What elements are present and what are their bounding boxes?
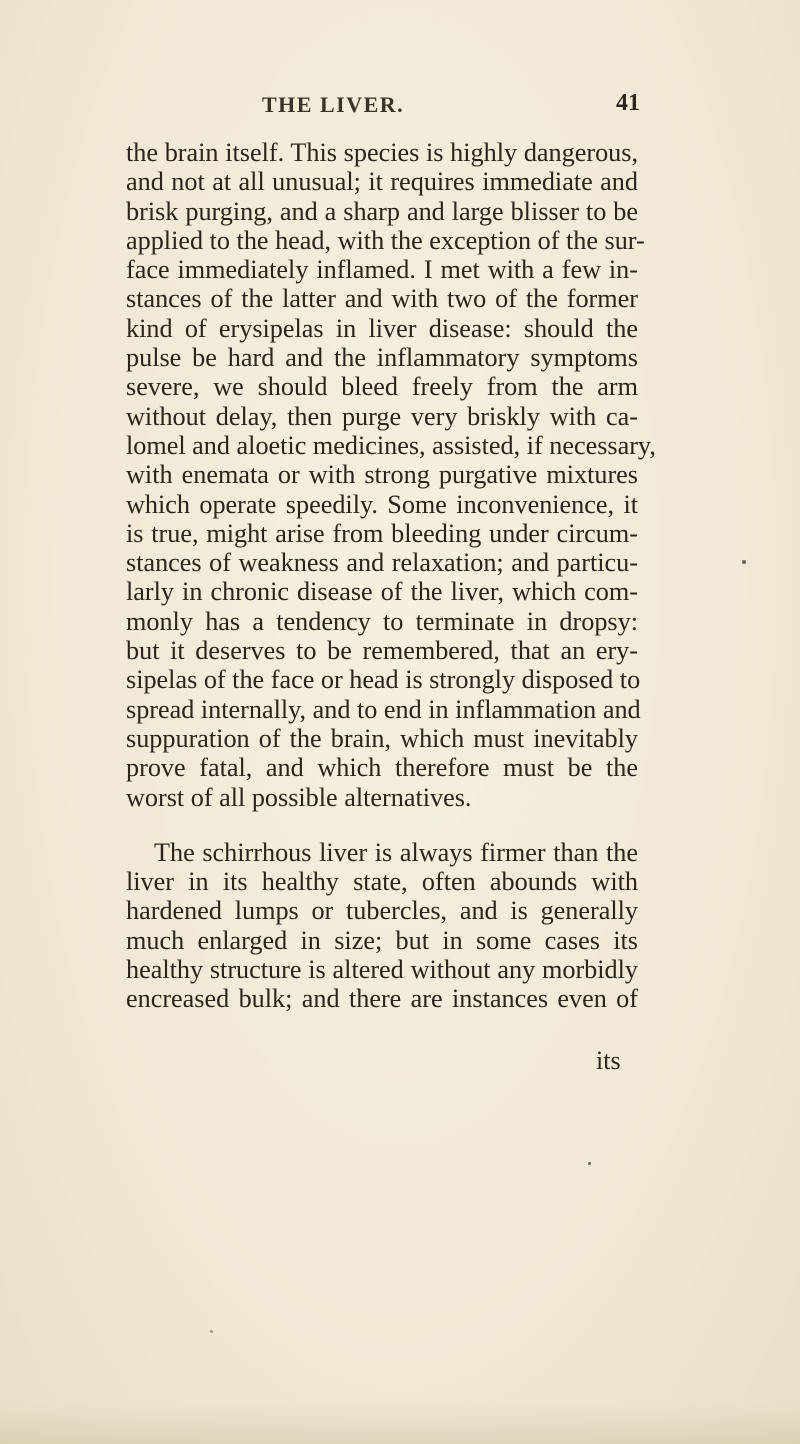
text-line: stances of weakness and relaxation; and particu- bbox=[126, 548, 638, 578]
text-line: much enlarged in size; but in some cases its bbox=[126, 925, 638, 955]
text-line: sipelas of the face or head is strongly disposed to bbox=[126, 665, 641, 695]
text-line: brisk purging, and a sharp and large blisser to be bbox=[126, 196, 638, 226]
text-line: and not at all unusual; it requires immediate and bbox=[126, 167, 638, 197]
text-line: monly has a tendency to terminate in dropsy: bbox=[126, 606, 638, 636]
catchword: its bbox=[596, 1046, 621, 1075]
body-text bbox=[126, 138, 656, 1014]
text-line: with enemata or with strong purgative mixtures bbox=[126, 460, 638, 490]
text-line: severe, we should bleed freely from the arm bbox=[126, 372, 638, 402]
page-number: 41 bbox=[616, 90, 640, 116]
text-line: lomel and aloetic medicines, assisted, if necessary, bbox=[126, 430, 656, 460]
paragraph-2 bbox=[126, 838, 638, 1014]
text-line: face immediately inflamed. I met with a few in- bbox=[126, 255, 638, 285]
text-line: is true, might arise from bleeding under circum- bbox=[126, 518, 638, 548]
text-line: but it deserves to be remembered, that an ery- bbox=[126, 636, 638, 666]
text-line: kind of erysipelas in liver disease: should the bbox=[126, 313, 638, 343]
paragraph-1 bbox=[126, 138, 656, 812]
text-line: stances of the latter and with two of the former bbox=[126, 284, 638, 314]
running-head bbox=[0, 92, 800, 122]
paper-speck bbox=[210, 1330, 213, 1333]
text-line: liver in its healthy state, often abounds with bbox=[126, 867, 638, 897]
text-line: encreased bulk; and there are instances even of bbox=[126, 984, 638, 1014]
running-title: THE LIVER. bbox=[262, 92, 405, 117]
text-line: applied to the head, with the exception of the sur- bbox=[126, 225, 645, 255]
text-line: without delay, then purge very briskly with ca- bbox=[126, 401, 638, 431]
text-line: which operate speedily. Some inconvenience, it bbox=[126, 489, 638, 519]
text-line: worst of all possible alternatives. bbox=[126, 782, 472, 812]
text-line: the brain itself. This species is highly dangerous, bbox=[126, 138, 638, 167]
text-line: larly in chronic disease of the liver, which com- bbox=[126, 577, 638, 607]
text-line: healthy structure is altered without any morbidly bbox=[126, 955, 638, 985]
paper-speck bbox=[588, 1162, 591, 1165]
text-line: hardened lumps or tubercles, and is generally bbox=[126, 896, 638, 926]
text-line: spread internally, and to end in inflammation and bbox=[126, 694, 641, 724]
text-line: suppuration of the brain, which must inevitably bbox=[126, 723, 638, 753]
text-line: The schirrhous liver is always firmer than the bbox=[154, 837, 638, 867]
paper-speck bbox=[742, 560, 746, 564]
page-edge-stain bbox=[0, 1404, 800, 1444]
text-line: pulse be hard and the inflammatory symptoms bbox=[126, 343, 638, 373]
paragraph-gap bbox=[126, 812, 638, 838]
text-line: prove fatal, and which therefore must be the bbox=[126, 753, 638, 783]
